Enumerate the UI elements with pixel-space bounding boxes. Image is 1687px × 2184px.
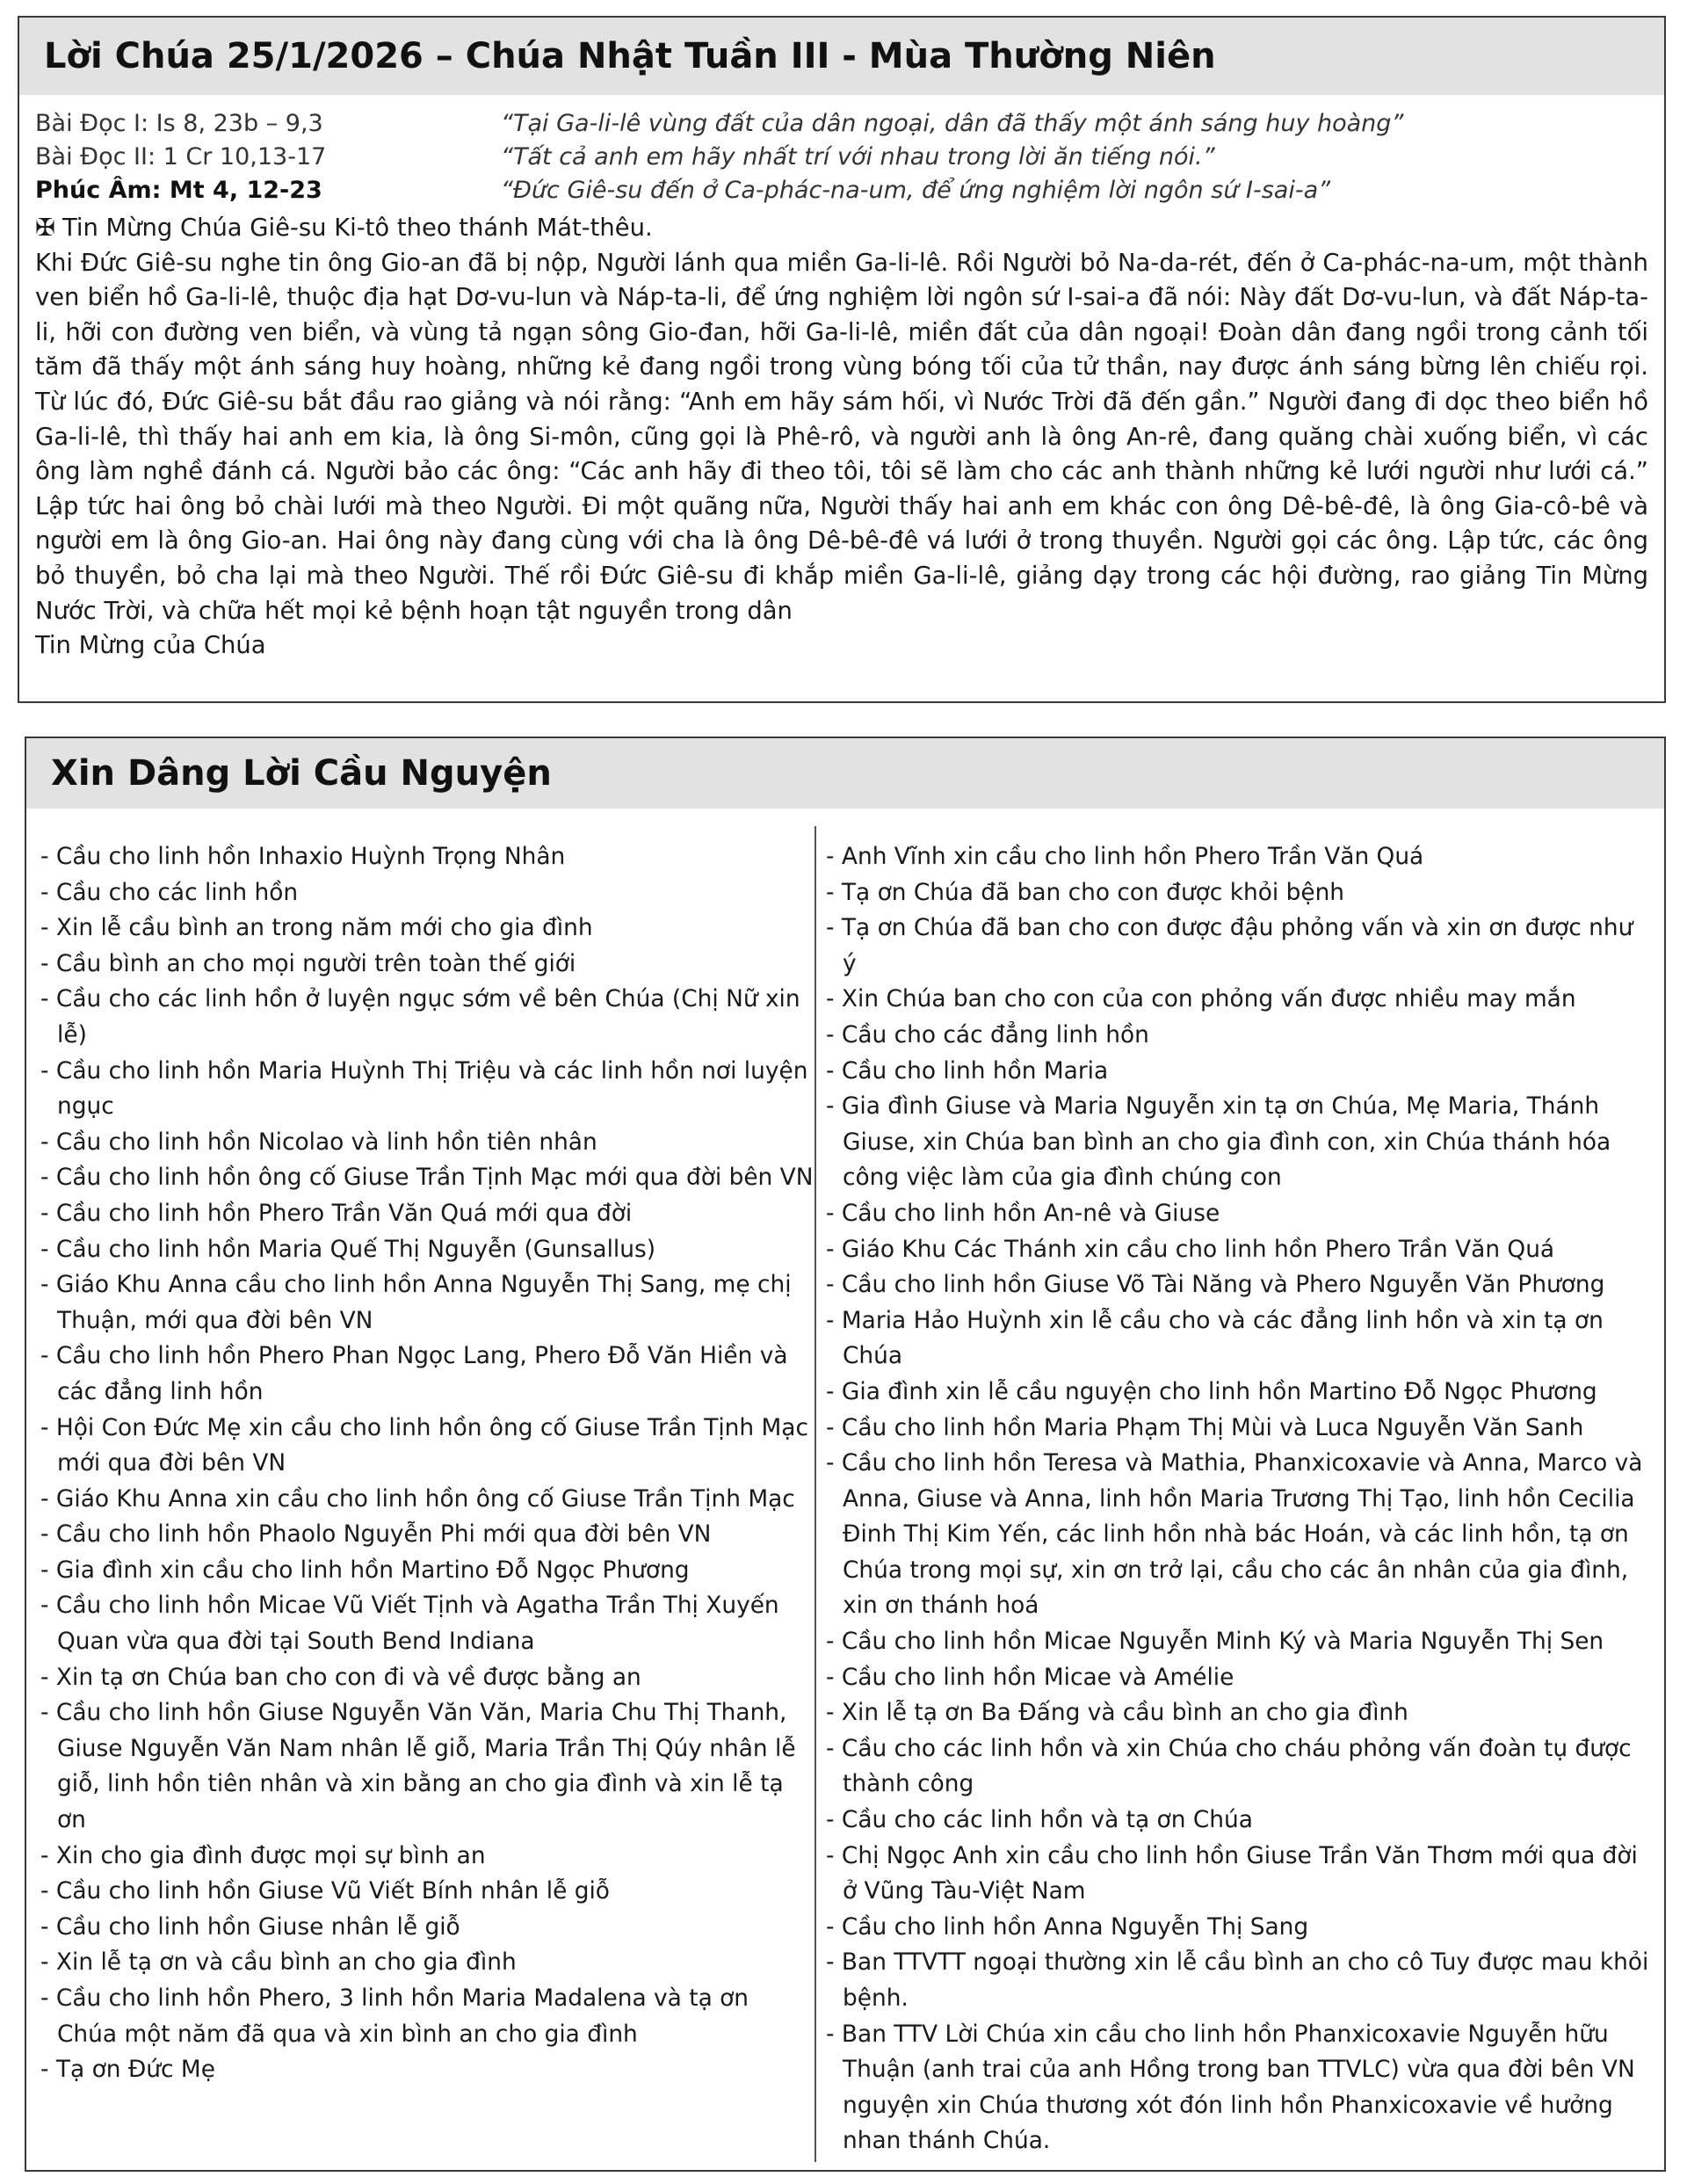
prayer-item: - Cầu cho linh hồn Giuse Võ Tài Năng và Phero Nguyễn Văn Phương — [826, 1271, 1605, 1299]
prayer-item: - Cầu cho linh hồn ông cố Giuse Trần Tịnh Mạc mới qua đời bên VN — [40, 1164, 814, 1192]
prayer-item: - Chị Ngọc Anh xin cầu cho linh hồn Giuse Trần Văn Thơm mới qua đời ở Vũng Tàu-Việt Nam — [826, 1841, 1638, 1905]
prayer-item: - Cầu cho các linh hồn ở luyện ngục sớm về bên Chúa (Chị Nữ xin lễ) — [40, 985, 800, 1048]
prayer-item: - Cầu cho linh hồn Giuse nhân lễ giỗ — [40, 1912, 460, 1941]
prayer-item: - Xin lễ cầu bình an trong năm mới cho gia đình — [40, 914, 593, 942]
reading-section — [18, 16, 1666, 703]
prayer-item: - Cầu cho linh hồn Micae Nguyễn Minh Ký và Maria Nguyễn Thị Sen — [826, 1628, 1604, 1656]
gospel-end: Tin Mừng của Chúa — [35, 632, 266, 660]
prayer-item: - Cầu cho linh hồn An-nê và Giuse — [826, 1199, 1220, 1227]
prayer-item: - Gia đình xin cầu cho linh hồn Martino Đỗ Ngọc Phương — [40, 1556, 690, 1584]
prayer-item: - Cầu cho linh hồn Maria Quế Thị Nguyễn (Gunsallus) — [40, 1235, 656, 1263]
prayer-item: - Cầu bình an cho mọi người trên toàn thế giới — [40, 949, 576, 977]
second-reading-ref: Bài Đọc II: 1 Cr 10,13-17 — [35, 143, 327, 171]
prayer-item: - Cầu cho các linh hồn và xin Chúa cho cháu phỏng vấn đoàn tụ được thành công — [826, 1734, 1632, 1798]
prayer-columns — [26, 839, 1664, 2170]
prayer-item: - Cầu cho linh hồn Teresa và Mathia, Phanxicoxavie và Anna, Marco và Anna, Giuse và Anna, linh hồn Maria Trương Thị Tạo, linh hồn Cecilia Đinh Thị Kim Yến, các linh hồn nhà bác Hoán, và các linh hồn, tạ ơn Chúa trong mọi sự, xin ơn trở lại, cầu cho các ân nhân của gia đình, xin ơn thánh hoá — [826, 1449, 1643, 1620]
prayer-item: - Cầu cho linh hồn Giuse Nguyễn Văn Văn, Maria Chu Thị Thanh, Giuse Nguyễn Văn Nam nhân lễ giỗ, Maria Trần Thị Qúy nhân lễ giỗ, linh hồn tiên nhân và xin bằng an cho gia đình và xin lễ tạ ơn — [40, 1699, 796, 1834]
gospel-reading — [35, 174, 1648, 207]
gospel-body: Khi Đức Giê-su nghe tin ông Gio-an đã bị nộp, Người lánh qua miền Ga-li-lê. Rồi Người bỏ Na-da-rét, đến ở Ca-phác-na-um, một thành ven biển hồ Ga-li-lê, thuộc địa hạt Dơ-vu-lun và Náp-ta-li, để ứng nghiệm lời ngôn sứ I-sai-a đã nói: Này đất Dơ-vu-lun, và đất Náp-ta-li, hỡi con đường ven biển, và vùng tả ngạn sông Gio-đan, hỡi Ga-li-lê, miền đất của dân ngoại! Đoàn dân đang ngồi trong cảnh tối tăm đã thấy một ánh sáng huy hoàng, những kẻ đang ngồi trong vùng bóng tối của tử thần, nay được ánh sáng bừng lên chiếu rọi. Từ lúc đó, Đức Giê-su bắt đầu rao giảng và nói rằng: “Anh em hãy sám hối, vì Nước Trời đã đến gần.” Người đang đi dọc theo biển hồ Ga-li-lê, thì thấy hai anh em kia, là ông Si-môn, cũng gọi là Phê-rô, và người anh là ông An-rê, đang quăng chài xuống biển, vì các ông làm nghề đánh cá. Người bảo các ông: “Các anh hãy đi theo tôi, tôi sẽ làm cho các anh thành những kẻ lưới người như lưới cá.” Lập tức hai ông bỏ chài lưới mà theo Người. Đi một quãng nữa, Người thấy hai anh em khác con ông Dê-bê-đê, là ông Gia-cô-bê và người em là ông Gio-an. Hai ông này đang cùng với cha là ông Dê-bê-đê vá lưới ở trong thuyền. Người gọi các ông. Lập tức, các ông bỏ thuyền, bỏ cha lại mà theo Người. Thế rồi Đức Giê-su đi khắp miền Ga-li-lê, giảng dạy trong các hội đường, rao giảng Tin Mừng Nước Trời, và chữa hết mọi kẻ bệnh hoạn tật nguyền trong dân — [35, 249, 1648, 625]
gospel-reading-quote: “Đức Giê-su đến ở Ca-phác-na-um, để ứng nghiệm lời ngôn sứ I-sai-a” — [501, 177, 1331, 204]
gospel-intro-line — [35, 211, 1648, 246]
prayer-column-right — [826, 839, 1652, 2159]
prayer-item: - Tạ ơn Chúa đã ban cho con được khỏi bệnh — [826, 878, 1345, 906]
gospel-intro: Tin Mừng Chúa Giê-su Ki-tô theo thánh Mát-thêu. — [62, 214, 653, 242]
cross-icon: ✠ — [35, 214, 55, 242]
gospel-text — [19, 207, 1664, 664]
first-reading-ref: Bài Đọc I: Is 8, 23b – 9,3 — [35, 110, 323, 137]
gospel-reading-ref: Phúc Âm: Mt 4, 12-23 — [35, 177, 322, 204]
prayer-item: - Cầu cho linh hồn Maria Phạm Thị Mùi và Luca Nguyễn Văn Sanh — [826, 1413, 1584, 1441]
second-reading-quote: “Tất cả anh em hãy nhất trí với nhau trong lời ăn tiếng nói.” — [501, 143, 1215, 171]
prayer-item: - Gia đình xin lễ cầu nguyện cho linh hồn Martino Đỗ Ngọc Phương — [826, 1377, 1597, 1405]
prayer-list-left — [40, 839, 814, 2088]
prayer-item: - Maria Hảo Huỳnh xin lễ cầu cho và các đẳng linh hồn và xin tạ ơn Chúa — [826, 1306, 1604, 1370]
prayer-item: - Anh Vĩnh xin cầu cho linh hồn Phero Trần Văn Quá — [826, 843, 1424, 870]
prayer-item: - Cầu cho linh hồn Giuse Vũ Viết Bính nhân lễ giỗ — [40, 1877, 610, 1905]
prayer-item: - Cầu cho linh hồn Inhaxio Huỳnh Trọng Nhân — [40, 843, 566, 870]
prayer-item: - Cầu cho linh hồn Nicolao và linh hồn tiên nhân — [40, 1128, 597, 1156]
prayer-item: - Cầu cho linh hồn Micae và Amélie — [826, 1663, 1234, 1691]
prayer-list-right — [826, 839, 1652, 2159]
prayer-title: Xin Dâng Lời Cầu Nguyện — [26, 738, 1664, 809]
prayer-item: - Xin lễ tạ ơn Ba Đấng và cầu bình an cho gia đình — [826, 1699, 1408, 1727]
reading-title: Lời Chúa 25/1/2026 – Chúa Nhật Tuần III - Mùa Thường Niên — [19, 18, 1664, 95]
prayer-item: - Cầu cho linh hồn Phaolo Nguyễn Phi mới qua đời bên VN — [40, 1520, 712, 1549]
prayer-item: - Cầu cho linh hồn Phero Phan Ngọc Lang, Phero Đỗ Văn Hiền và các đẳng linh hồn — [40, 1342, 788, 1405]
prayer-item: - Cầu cho các linh hồn — [40, 878, 299, 906]
prayer-item: - Xin Chúa ban cho con của con phỏng vấn được nhiều may mắn — [826, 985, 1576, 1013]
first-reading-quote: “Tại Ga-li-lê vùng đất của dân ngoại, dân đã thấy một ánh sáng huy hoàng” — [501, 110, 1404, 137]
prayer-item: - Gia đình Giuse và Maria Nguyễn xin tạ ơn Chúa, Mẹ Maria, Thánh Giuse, xin Chúa ban bình an cho gia đình con, xin Chúa thánh hóa công việc làm của gia đình chúng con — [826, 1092, 1611, 1192]
prayer-item: - Cầu cho linh hồn Phero Trần Văn Quá mới qua đời — [40, 1199, 633, 1227]
prayer-item: - Giáo Khu Anna xin cầu cho linh hồn ông cố Giuse Trần Tịnh Mạc — [40, 1484, 795, 1513]
prayer-column-left — [40, 839, 814, 2088]
prayer-section — [25, 736, 1666, 2172]
first-reading — [35, 107, 1648, 141]
prayer-item: - Cầu cho linh hồn Maria — [826, 1056, 1109, 1085]
reading-list — [19, 95, 1664, 207]
prayer-item: - Hội Con Đức Mẹ xin cầu cho linh hồn ông cố Giuse Trần Tịnh Mạc mới qua đời bên VN — [40, 1413, 808, 1477]
second-reading — [35, 141, 1648, 174]
prayer-item: - Ban TTV Lời Chúa xin cầu cho linh hồn Phanxicoxavie Nguyễn hữu Thuận (anh trai của anh Hồng trong ban TTVLC) vừa qua đời bên VN nguyện xin Chúa thương xót đón linh hồn Phanxicoxavie về hưởng nhan thánh Chúa. — [826, 2020, 1635, 2155]
prayer-item: - Xin lễ tạ ơn và cầu bình an cho gia đình — [40, 1948, 517, 1977]
prayer-item: - Cầu cho linh hồn Micae Vũ Viết Tịnh và Agatha Trần Thị Xuyến Quan vừa qua đời tại South Bend Indiana — [40, 1592, 779, 1656]
prayer-item: - Giáo Khu Các Thánh xin cầu cho linh hồn Phero Trần Văn Quá — [826, 1235, 1555, 1263]
prayer-item: - Tạ ơn Chúa đã ban cho con được đậu phỏng vấn và xin ơn được như ý — [826, 914, 1633, 977]
prayer-item: - Cầu cho linh hồn Maria Huỳnh Thị Triệu và các linh hồn nơi luyện ngục — [40, 1056, 808, 1121]
prayer-item: - Ban TTVTT ngoại thường xin lễ cầu bình an cho cô Tuy được mau khỏi bệnh. — [826, 1948, 1649, 2012]
prayer-item: - Cầu cho linh hồn Phero, 3 linh hồn Maria Madalena và tạ ơn Chúa một năm đã qua và xin bình an cho gia đình — [40, 1984, 749, 2048]
prayer-item: - Cầu cho linh hồn Anna Nguyễn Thị Sang — [826, 1912, 1309, 1941]
prayer-item: - Tạ ơn Đức Mẹ — [40, 2056, 215, 2084]
prayer-item: - Giáo Khu Anna cầu cho linh hồn Anna Nguyễn Thị Sang, mẹ chị Thuận, mới qua đời bên VN — [40, 1271, 792, 1334]
prayer-item: - Cầu cho các đẳng linh hồn — [826, 1020, 1149, 1048]
prayer-item: - Xin tạ ơn Chúa ban cho con đi và về được bằng an — [40, 1663, 641, 1691]
prayer-item: - Xin cho gia đình được mọi sự bình an — [40, 1841, 486, 1869]
prayer-item: - Cầu cho các linh hồn và tạ ơn Chúa — [826, 1806, 1253, 1834]
